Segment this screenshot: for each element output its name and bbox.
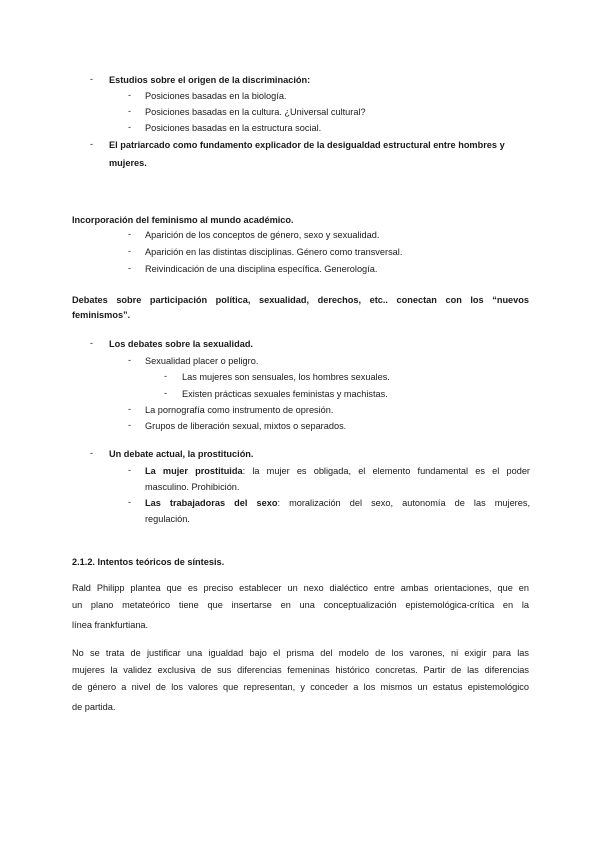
bullet-dash: - — [128, 404, 132, 414]
paragraph-line: línea frankfurtiana. — [72, 620, 149, 630]
bullet-dash: - — [128, 465, 132, 475]
bullet-dash: - — [128, 263, 132, 273]
paragraph-line: Rald Philipp plantea que es preciso establecer un nexo dialéctico entre ambas orientaciones, que en — [72, 583, 529, 593]
debates-line: Debates sobre participación política, sexualidad, derechos, etc.. conectan con los “nuevos — [72, 295, 529, 305]
prostitution-text: regulación. — [145, 514, 190, 524]
list-item: La pornografía como instrumento de opresión. — [145, 405, 334, 415]
list-item: Aparición en las distintas disciplinas. Género como transversal. — [145, 247, 403, 257]
bullet-dash: - — [90, 448, 94, 458]
list-item: Posiciones basadas en la cultura. ¿Universal cultural? — [145, 107, 366, 117]
bullet-dash: - — [128, 246, 132, 256]
prostitution-paragraph-1 — [145, 463, 530, 479]
patriarchy-line: mujeres. — [109, 158, 147, 168]
list-item: Posiciones basadas en la biología. — [145, 91, 287, 101]
list-item: Grupos de liberación sexual, mixtos o separados. — [145, 421, 347, 431]
bullet-dash: - — [128, 90, 132, 100]
list-item: Reivindicación de una disciplina específica. Generología. — [145, 264, 378, 274]
bullet-dash: - — [128, 229, 132, 239]
bullet-dash: - — [90, 74, 94, 84]
prostitution-title: Un debate actual, la prostitución. — [109, 449, 254, 459]
academic-title: Incorporación del feminismo al mundo académico. — [72, 215, 294, 225]
bullet-dash: - — [90, 338, 94, 348]
patriarchy-line: El patriarcado como fundamento explicador de la desigualdad estructural entre hombres y — [109, 140, 505, 150]
bullet-dash: - — [128, 355, 132, 365]
prostitution-text: : la mujer es obligada, el elemento fundamental es el poder — [242, 466, 530, 476]
list-item: Sexualidad placer o peligro. — [145, 356, 259, 366]
debates-line: feminismos”. — [72, 310, 131, 320]
paragraph-line: de partida. — [72, 702, 116, 712]
paragraph-line: No se trata de justificar una igualdad bajo el prisma del modelo de los varones, ni exigir para las — [72, 648, 529, 658]
paragraph-line: de género a nivel de los valores que representan, y conceder a los mismos un estatus epistemológico — [72, 682, 529, 692]
section-heading: 2.1.2. Intentos teóricos de síntesis. — [72, 557, 225, 567]
sub-list-item: Existen prácticas sexuales feministas y machistas. — [182, 389, 388, 399]
list-item: Posiciones basadas en la estructura social. — [145, 123, 322, 133]
bullet-dash: - — [90, 139, 94, 149]
bullet-dash: - — [128, 106, 132, 116]
bullet-dash: - — [164, 371, 168, 381]
prostitution-text: : moralización del sexo, autonomía de las mujeres, — [277, 498, 530, 508]
prostitution-term: Las trabajadoras del sexo — [145, 498, 278, 508]
bullet-dash: - — [128, 122, 132, 132]
bullet-dash: - — [128, 497, 132, 507]
prostitution-paragraph-2 — [145, 495, 530, 511]
paragraph-line: mujeres la validez exclusiva de sus diferencias femeninas histórico concretas. Partir de las diferencias — [72, 665, 529, 675]
prostitution-text: masculino. Prohibición. — [145, 482, 240, 492]
bullet-dash: - — [164, 388, 168, 398]
sexuality-title: Los debates sobre la sexualidad. — [109, 339, 253, 349]
origin-title: Estudios sobre el origen de la discriminación: — [109, 75, 311, 85]
prostitution-term: La mujer prostituida — [145, 466, 243, 476]
paragraph-line: un plano metateórico tiene que insertarse en una conceptualización epistemológica-crítica en la — [72, 600, 529, 610]
sub-list-item: Las mujeres son sensuales, los hombres sexuales. — [182, 372, 390, 382]
bullet-dash: - — [128, 420, 132, 430]
list-item: Aparición de los conceptos de género, sexo y sexualidad. — [145, 230, 380, 240]
